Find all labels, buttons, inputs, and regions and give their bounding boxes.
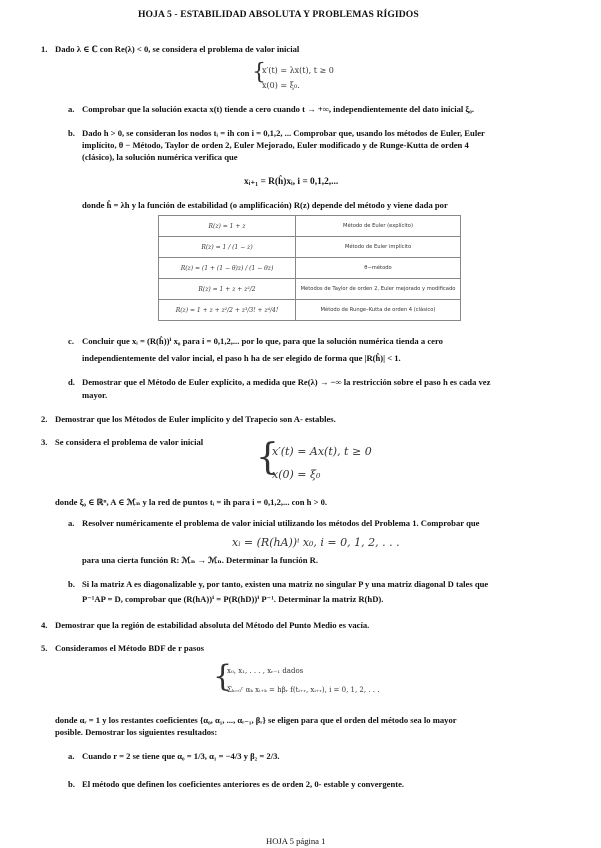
table-method: Método de Runge–Kutta de orden 4 (clásico) — [296, 300, 461, 321]
table-method: Método de Euler implícito — [296, 237, 461, 258]
p3-b-label: b. — [68, 579, 75, 589]
table-row — [159, 216, 461, 237]
p1-b-line3: (clásico), la solución numérica verifica que — [82, 152, 238, 162]
stability-function-table — [158, 215, 461, 321]
p1-b-label: b. — [68, 128, 75, 138]
p1-d-line1: Demostrar que el Método de Euler explícito, a medida que Re(λ) → −∞ la restricción sobre el paso h es cada vez — [82, 377, 491, 387]
p1-d-line2: mayor. — [82, 390, 108, 400]
table-formula: R(z) = 1 + z + z²/2 — [159, 279, 296, 300]
p5-a-label: a. — [68, 751, 75, 761]
p3-eq-line1: x′(t) = Ax(t), t ≥ 0 — [272, 445, 372, 458]
p1-a-text: Comprobar que la solución exacta x(t) tiende a cero cuando t → +∞, independientemente del dato inicial ξ₀. — [82, 104, 474, 114]
problem-2-text: Demostrar que los Métodos de Euler implícito y del Trapecio son A- estables. — [55, 414, 336, 424]
p3-eq-line2: x(0) = ξ₀ — [272, 468, 321, 481]
p1-c-line2: independientemente del valor incial, el paso h ha de ser elegido de forma que |R(ĥ)| < 1. — [82, 353, 401, 363]
p1-c-label: c. — [68, 336, 74, 346]
table-method: θ−método — [296, 258, 461, 279]
p1-b-after: donde ĥ = λh y la función de estabilidad (o amplificación) R(z) depende del método y viene dada por — [82, 200, 448, 210]
p5-after-line2: posible. Demostrar los siguientes resultados: — [55, 727, 218, 737]
p3-a-line2: para una cierta función R: ℳₙ → ℳₙ. Determinar la función R. — [82, 555, 319, 565]
page-footer: HOJA 5 página 1 — [266, 836, 326, 846]
p5-eq-line2: Σₖ₌₀ʳ αₖ xᵢ₊ₖ = hβᵣ f(tᵢ₊ᵣ, xᵢ₊ᵣ), i = 0, 1, 2, . . . — [227, 686, 380, 694]
problem-2-number: 2. — [41, 414, 48, 424]
problem-5-intro: Consideramos el Método BDF de r pasos — [55, 643, 204, 653]
p1-c-line1: Concluir que xᵢ = (R(ĥ))ⁱ x₀ para i = 0,1,2,... por lo que, para que la solución numérica tienda a cero — [82, 336, 443, 346]
p1-eq-line2: x(0) = ξ₀. — [262, 81, 300, 90]
table-formula: R(z) = (1 + (1 − θ)z) / (1 − θz) — [159, 258, 296, 279]
p5-a-text: Cuando r = 2 se tiene que α₀ = 1/3, α₁ = −4/3 y β₂ = 2/3. — [82, 751, 280, 761]
problem-3-intro: Se considera el problema de valor inicial — [55, 437, 204, 447]
p5-eq-line1: x₀, x₁, . . . , xᵣ₋₁ dados — [227, 667, 304, 675]
p1-b-equation: xᵢ₊₁ = R(ĥ)xᵢ, i = 0,1,2,... — [244, 177, 339, 187]
p3-b-line2: P⁻¹AP = D, comprobar que (R(hA))ⁱ = P(R(hD))ⁱ P⁻¹. Determinar la matriz R(hD). — [82, 594, 384, 604]
problem-5-number: 5. — [41, 643, 48, 653]
table-row — [159, 279, 461, 300]
p1-b-line1: Dado h > 0, se consideran los nodos tᵢ = ih con i = 0,1,2, ... Comprobar que, usando los métodos de Euler, Euler — [82, 128, 485, 138]
p3-a-line1: Resolver numéricamente el problema de valor inicial utilizando los métodos del Problema 1. Comprobar que — [82, 518, 480, 528]
p1-b-line2: implícito, θ − Método, Taylor de orden 2, Euler Mejorado, Euler modificado y de Runge-Kutta de orden 4 — [82, 140, 469, 150]
p1-a-label: a. — [68, 104, 75, 114]
problem-1-intro: Dado λ ∈ ℂ con Re(λ) < 0, se considera el problema de valor inicial — [55, 44, 300, 54]
page-title: HOJA 5 - ESTABILIDAD ABSOLUTA Y PROBLEMAS RÍGIDOS — [138, 9, 419, 20]
table-row — [159, 300, 461, 321]
p1-eq-line1: x′(t) = λx(t), t ≥ 0 — [262, 66, 334, 75]
p3-a-equation: xᵢ = (R(hA))ⁱ x₀, i = 0, 1, 2, . . . — [232, 536, 400, 549]
p3-system-brace: { — [256, 437, 279, 478]
table-formula: R(z) = 1 + z + z²/2 + z³/3! + z⁴/4! — [159, 300, 296, 321]
table-formula: R(z) = 1 / (1 − z) — [159, 237, 296, 258]
problem-3-number: 3. — [41, 437, 48, 447]
p5-b-text: El método que definen los coeficientes anteriores es de orden 2, 0- estable y convergente. — [82, 779, 405, 789]
problem-4-text: Demostrar que la región de estabilidad absoluta del Método del Punto Medio es vacía. — [55, 620, 370, 630]
p3-after: donde ξ₀ ∈ ℝⁿ, A ∈ ℳₙ y la red de puntos tᵢ = ih para i = 0,1,2,... con h > 0. — [55, 497, 328, 507]
p5-system-brace: { — [213, 659, 233, 694]
p5-after-line1: donde αᵣ = 1 y los restantes coeficientes {α₀, α₁, ..., αᵣ₋₁, βᵣ} se eligen para que el orden del método sea lo mayor — [55, 715, 457, 725]
p3-b-line1: Si la matriz A es diagonalizable y, por tanto, existen una matriz no singular P y una matriz diagonal D tales que — [82, 579, 489, 589]
p1-system-brace: { — [252, 60, 266, 85]
p1-d-label: d. — [68, 377, 75, 387]
p3-a-label: a. — [68, 518, 75, 528]
table-method: Métodos de Taylor de orden 2, Euler mejorado y modificado — [296, 279, 461, 300]
table-row — [159, 237, 461, 258]
table-method: Método de Euler (explícito) — [296, 216, 461, 237]
problem-4-number: 4. — [41, 620, 48, 630]
p5-b-label: b. — [68, 779, 75, 789]
table-row — [159, 258, 461, 279]
problem-1-number: 1. — [41, 44, 48, 54]
table-formula: R(z) = 1 + z — [159, 216, 296, 237]
